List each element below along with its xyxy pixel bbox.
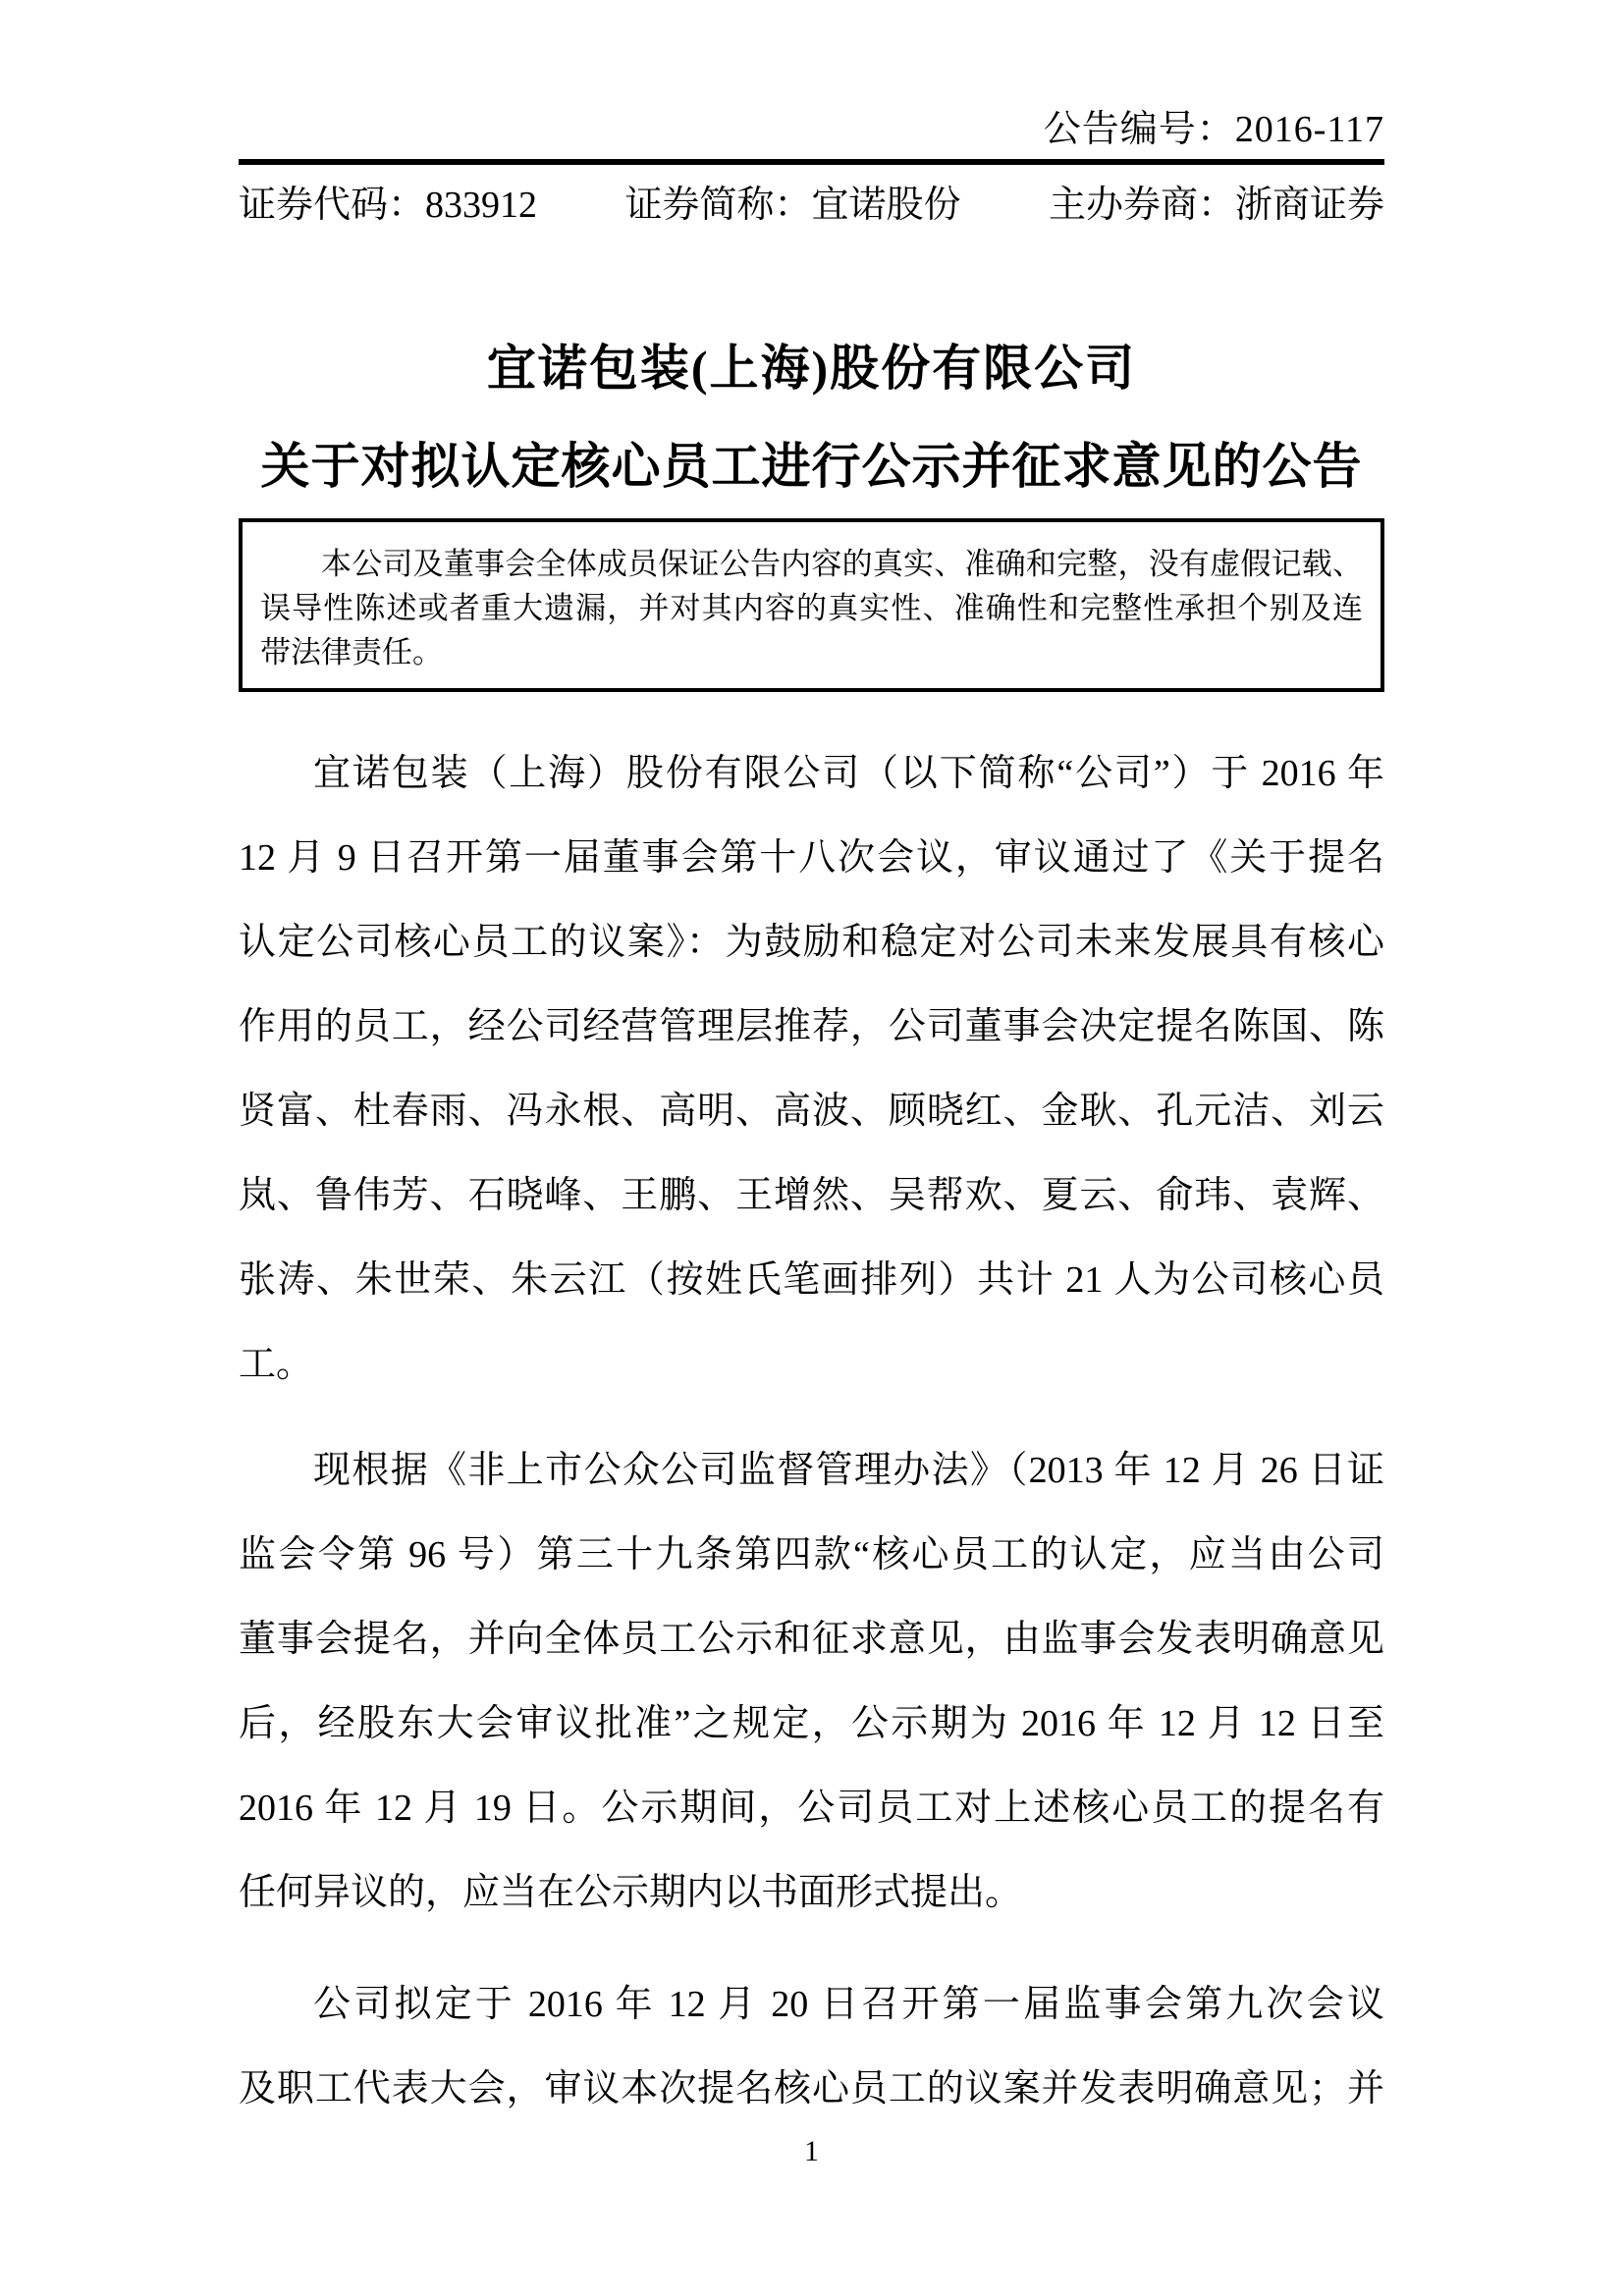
- disclaimer-line: 误导性陈述或者重大遗漏，并对其内容的真实性、准确性和完整性承担个别及连: [260, 591, 1363, 625]
- body-line: 岚、鲁伟芳、石晓峰、王鹏、王增然、吴帮欢、夏云、俞玮、袁辉、: [239, 1175, 1384, 1216]
- body-line: 作用的员工，经公司经营管理层推荐，公司董事会决定提名陈国、陈: [239, 1006, 1384, 1047]
- stock-code: 证券代码：833912: [239, 185, 538, 226]
- disclaimer-line: 带法律责任。: [260, 635, 443, 669]
- body-line: 12 月 9 日召开第一届董事会第十八次会议，审议通过了《关于提名: [239, 837, 1384, 879]
- announcement-number: 公告编号：2016-117: [1043, 109, 1384, 150]
- company-title: 宜诺包装(上海)股份有限公司: [486, 341, 1137, 396]
- body-line: 宜诺包装（上海）股份有限公司（以下简称“公司”）于 2016 年: [313, 753, 1384, 794]
- body-line: 贤富、杜春雨、冯永根、高明、高波、顾晓红、金耿、孔元洁、刘云: [239, 1091, 1384, 1132]
- body-line: 认定公司核心员工的议案》：为鼓励和稳定对公司未来发展具有核心: [239, 922, 1384, 963]
- body-line: 任何异议的，应当在公示期内以书面形式提出。: [239, 1872, 1023, 1913]
- disclaimer-box: [239, 518, 1384, 692]
- body-line: 后，经股东大会审议批准”之规定，公示期为 2016 年 12 月 12 日至: [239, 1703, 1384, 1744]
- body-text: [239, 731, 1384, 2131]
- body-line: 董事会提名，并向全体员工公示和征求意见，由监事会发表明确意见: [239, 1619, 1384, 1660]
- announcement-title: 关于对拟认定核心员工进行公示并征求意见的公告: [260, 439, 1363, 494]
- body-line: 现根据《非上市公众公司监督管理办法》（2013 年 12 月 26 日证: [313, 1450, 1384, 1491]
- securities-info-row: [239, 181, 1384, 230]
- stock-short-name: 证券简称：宜诺股份: [624, 185, 961, 226]
- sponsor-broker: 主办券商：浙商证券: [1048, 185, 1384, 226]
- body-line: 工。: [239, 1344, 314, 1385]
- body-line: 及职工代表大会，审议本次提名核心员工的议案并发表明确意见；并: [239, 2068, 1384, 2109]
- body-line: 监会令第 96 号）第三十九条第四款“核心员工的认定，应当由公司: [239, 1534, 1384, 1575]
- disclaimer-line: 本公司及董事会全体成员保证公告内容的真实、准确和完整，没有虚假记载、: [321, 547, 1363, 581]
- body-line: 公司拟定于 2016 年 12 月 20 日召开第一届监事会第九次会议: [313, 1984, 1384, 2025]
- body-line: 2016 年 12 月 19 日。公示期间，公司员工对上述核心员工的提名有: [239, 1788, 1384, 1829]
- page-number: 1: [804, 2135, 819, 2167]
- header-divider: [239, 159, 1384, 165]
- paragraph-2: [239, 1428, 1384, 1935]
- paragraph-3: [239, 1962, 1384, 2131]
- body-line: 张涛、朱世荣、朱云江（按姓氏笔画排列）共计 21 人为公司核心员: [239, 1259, 1384, 1301]
- paragraph-1: [239, 731, 1384, 1407]
